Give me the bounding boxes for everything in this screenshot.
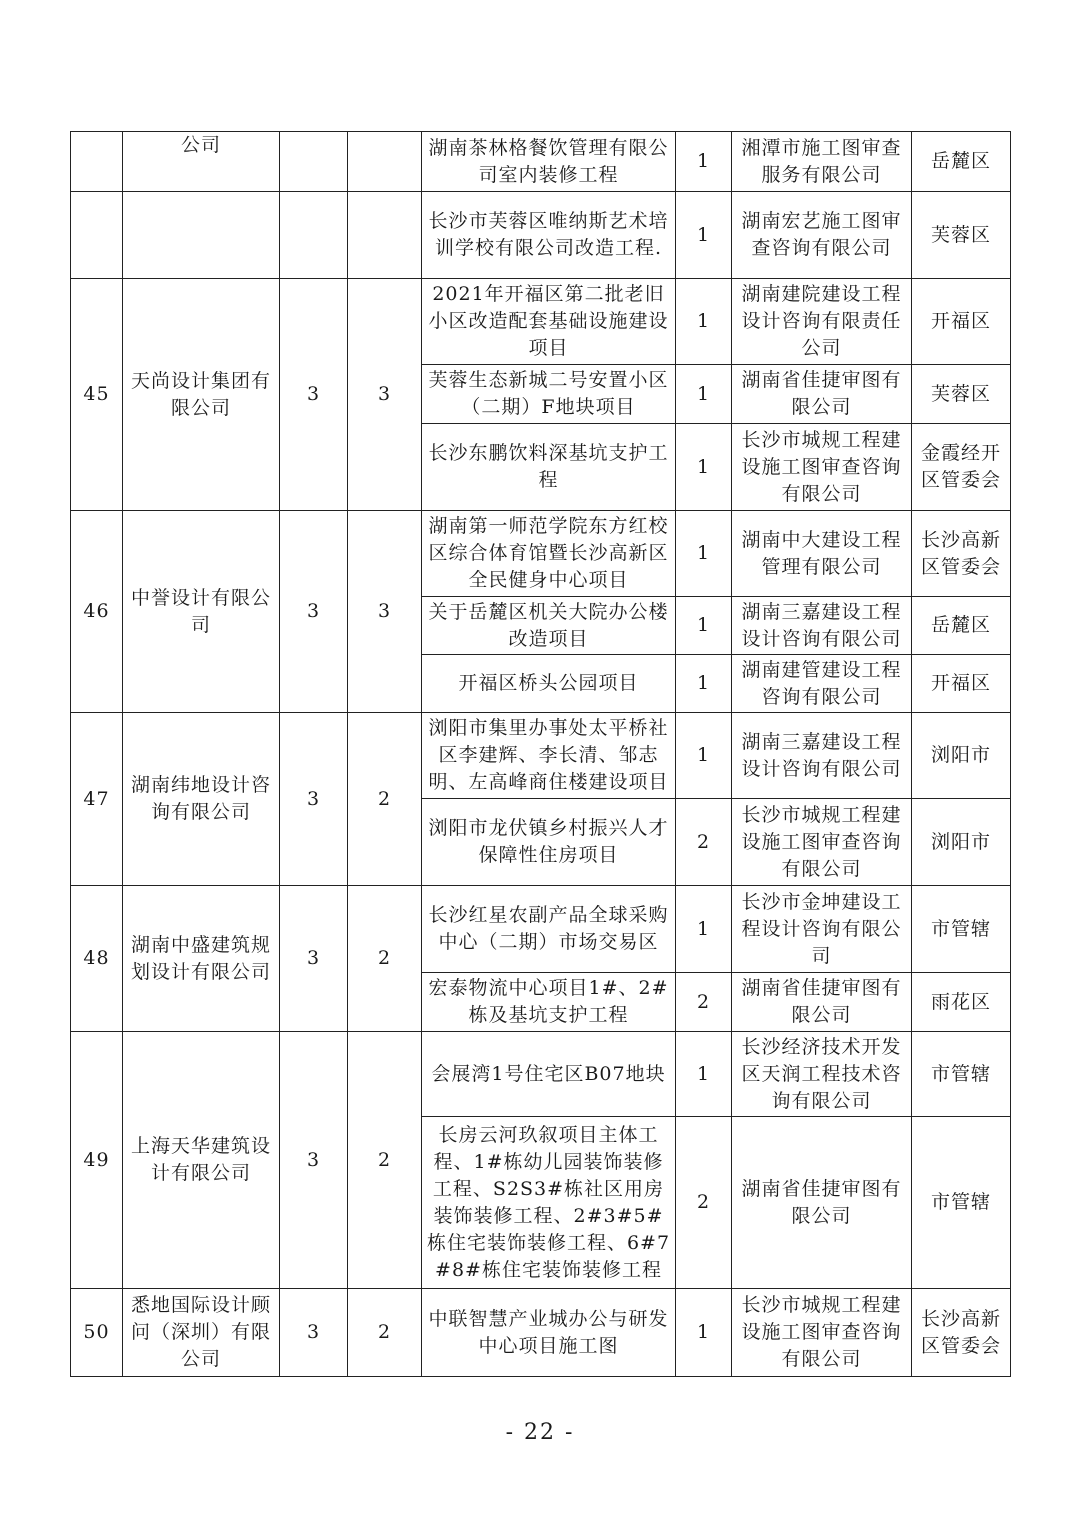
count-a-cell: 3 — [280, 279, 348, 511]
project-cell: 长沙东鹏饮料深基坑支护工程 — [422, 424, 676, 511]
district-cell: 开福区 — [912, 655, 1011, 713]
company-cell: 上海天华建筑设计有限公司 — [123, 1032, 280, 1289]
project-cell: 关于岳麓区机关大院办公楼改造项目 — [422, 597, 676, 655]
count-a-cell — [280, 132, 348, 192]
company-cell: 湖南中盛建筑规划设计有限公司 — [123, 886, 280, 1032]
district-cell: 雨花区 — [912, 973, 1011, 1032]
company-cell: 中誉设计有限公司 — [123, 511, 280, 713]
serial-cell: 46 — [71, 511, 123, 713]
district-cell: 市管辖 — [912, 1117, 1011, 1289]
count-b-cell — [348, 132, 422, 192]
company-cell: 湖南纬地设计咨询有限公司 — [123, 713, 280, 886]
count-a-cell: 3 — [280, 886, 348, 1032]
count-a-cell: 3 — [280, 713, 348, 886]
quantity-cell: 1 — [676, 511, 732, 597]
project-cell: 长房云河玖叙项目主体工程、1#栋幼儿园装饰装修工程、S2S3#栋社区用房装饰装修工程、2#3#5#栋住宅装饰装修工程、6#7#8#栋住宅装饰装修工程 — [422, 1117, 676, 1289]
count-b-cell: 2 — [348, 713, 422, 886]
count-b-cell: 2 — [348, 1289, 422, 1377]
company-cell: 悉地国际设计顾问（深圳）有限公司 — [123, 1289, 280, 1377]
table-row — [71, 279, 1011, 365]
project-cell: 开福区桥头公园项目 — [422, 655, 676, 713]
serial-cell — [71, 132, 123, 192]
district-cell: 市管辖 — [912, 886, 1011, 973]
project-cell: 浏阳市龙伏镇乡村振兴人才保障性住房项目 — [422, 799, 676, 886]
quantity-cell: 2 — [676, 1117, 732, 1289]
company-cell: 公司 — [123, 132, 280, 192]
quantity-cell: 1 — [676, 192, 732, 279]
table-row — [71, 713, 1011, 799]
quantity-cell: 1 — [676, 713, 732, 799]
count-a-cell: 3 — [280, 1032, 348, 1289]
review-agency-cell: 湖南建管建设工程咨询有限公司 — [732, 655, 912, 713]
serial-cell — [71, 192, 123, 279]
quantity-cell: 1 — [676, 365, 732, 424]
count-a-cell — [280, 192, 348, 279]
count-b-cell: 3 — [348, 279, 422, 511]
count-b-cell — [348, 192, 422, 279]
quantity-cell: 1 — [676, 1032, 732, 1117]
district-cell: 长沙高新区管委会 — [912, 1289, 1011, 1377]
district-cell: 开福区 — [912, 279, 1011, 365]
quantity-cell: 2 — [676, 973, 732, 1032]
district-cell: 浏阳市 — [912, 799, 1011, 886]
review-agency-cell: 湖南三嘉建设工程设计咨询有限公司 — [732, 713, 912, 799]
company-cell — [123, 192, 280, 279]
project-cell: 2021年开福区第二批老旧小区改造配套基础设施建设项目 — [422, 279, 676, 365]
page-number: - 22 - — [505, 1420, 575, 1445]
table-row — [71, 1032, 1011, 1117]
review-agency-cell: 长沙市城规工程建设施工图审查咨询有限公司 — [732, 1289, 912, 1377]
district-cell: 金霞经开区管委会 — [912, 424, 1011, 511]
table-row — [71, 192, 1011, 279]
serial-cell: 47 — [71, 713, 123, 886]
company-cell: 天尚设计集团有限公司 — [123, 279, 280, 511]
serial-cell: 50 — [71, 1289, 123, 1377]
count-b-cell: 2 — [348, 886, 422, 1032]
project-cell: 会展湾1号住宅区B07地块 — [422, 1032, 676, 1117]
count-b-cell: 2 — [348, 1032, 422, 1289]
table-row — [71, 1289, 1011, 1377]
project-cell: 湖南茶林格餐饮管理有限公司室内装修工程 — [422, 132, 676, 192]
review-agency-cell: 湘潭市施工图审查服务有限公司 — [732, 132, 912, 192]
serial-cell: 45 — [71, 279, 123, 511]
serial-cell: 48 — [71, 886, 123, 1032]
review-agency-cell: 湖南省佳捷审图有限公司 — [732, 1117, 912, 1289]
review-agency-cell: 湖南省佳捷审图有限公司 — [732, 365, 912, 424]
project-cell: 芙蓉生态新城二号安置小区（二期）F地块项目 — [422, 365, 676, 424]
project-cell: 长沙红星农副产品全球采购中心（二期）市场交易区 — [422, 886, 676, 973]
table-row — [71, 886, 1011, 973]
project-cell: 湖南第一师范学院东方红校区综合体育馆暨长沙高新区全民健身中心项目 — [422, 511, 676, 597]
district-cell: 浏阳市 — [912, 713, 1011, 799]
quantity-cell: 1 — [676, 279, 732, 365]
district-cell: 芙蓉区 — [912, 365, 1011, 424]
quantity-cell: 1 — [676, 132, 732, 192]
district-cell: 长沙高新区管委会 — [912, 511, 1011, 597]
quantity-cell: 1 — [676, 597, 732, 655]
review-agency-cell: 长沙市城规工程建设施工图审查咨询有限公司 — [732, 799, 912, 886]
quantity-cell: 1 — [676, 886, 732, 973]
district-cell: 芙蓉区 — [912, 192, 1011, 279]
project-cell: 中联智慧产业城办公与研发中心项目施工图 — [422, 1289, 676, 1377]
project-cell: 浏阳市集里办事处太平桥社区李建辉、李长清、邹志明、左高峰商住楼建设项目 — [422, 713, 676, 799]
review-agency-cell: 湖南三嘉建设工程设计咨询有限公司 — [732, 597, 912, 655]
review-agency-cell: 湖南建院建设工程设计咨询有限责任公司 — [732, 279, 912, 365]
review-agency-cell: 湖南中大建设工程管理有限公司 — [732, 511, 912, 597]
quantity-cell: 1 — [676, 655, 732, 713]
count-a-cell: 3 — [280, 511, 348, 713]
review-agency-cell: 长沙市城规工程建设施工图审查咨询有限公司 — [732, 424, 912, 511]
review-agency-cell: 长沙市金坤建设工程设计咨询有限公司 — [732, 886, 912, 973]
quantity-cell: 1 — [676, 1289, 732, 1377]
district-cell: 市管辖 — [912, 1032, 1011, 1117]
review-agency-cell: 长沙经济技术开发区天润工程技术咨询有限公司 — [732, 1032, 912, 1117]
records-table — [70, 131, 1011, 1377]
district-cell: 岳麓区 — [912, 597, 1011, 655]
project-cell: 宏泰物流中心项目1#、2#栋及基坑支护工程 — [422, 973, 676, 1032]
review-agency-cell: 湖南省佳捷审图有限公司 — [732, 973, 912, 1032]
quantity-cell: 1 — [676, 424, 732, 511]
project-cell: 长沙市芙蓉区唯纳斯艺术培训学校有限公司改造工程. — [422, 192, 676, 279]
review-agency-cell: 湖南宏艺施工图审查咨询有限公司 — [732, 192, 912, 279]
quantity-cell: 2 — [676, 799, 732, 886]
count-b-cell: 3 — [348, 511, 422, 713]
count-a-cell: 3 — [280, 1289, 348, 1377]
district-cell: 岳麓区 — [912, 132, 1011, 192]
serial-cell: 49 — [71, 1032, 123, 1289]
table-row — [71, 132, 1011, 192]
table-row — [71, 511, 1011, 597]
